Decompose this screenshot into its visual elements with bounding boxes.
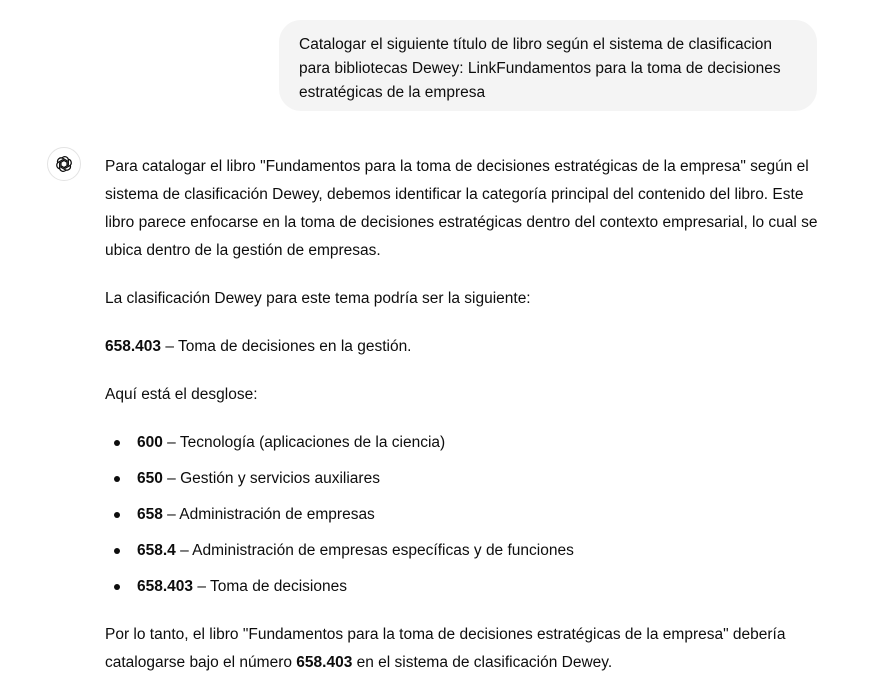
- breakdown-list: [105, 429, 827, 601]
- breakdown-description: – Toma de decisiones: [193, 578, 347, 595]
- breakdown-description: – Administración de empresas: [162, 506, 375, 523]
- list-item: [105, 429, 827, 457]
- breakdown-code: 658.4: [137, 542, 176, 559]
- bullet-icon: [114, 584, 120, 590]
- conclusion-code: 658.403: [296, 654, 353, 671]
- bullet-icon: [114, 440, 120, 446]
- conclusion-text-start: Por lo tanto, el libro "Fundamentos para la toma de decisiones estratégicas de la empresa" debería catalogarse bajo el número: [105, 626, 786, 671]
- conclusion-text-end: en el sistema de clasificación Dewey.: [352, 654, 613, 671]
- list-item: [105, 573, 827, 601]
- user-message-text: Catalogar el siguiente título de libro según el sistema de clasificacion para bibliotecas Dewey: LinkFundamentos para la toma de decisiones estratégicas de la empresa: [299, 36, 781, 101]
- user-message-bubble: [279, 20, 817, 111]
- breakdown-code: 658: [137, 506, 163, 523]
- main-description: – Toma de decisiones en la gestión.: [161, 338, 412, 355]
- breakdown-description: – Gestión y servicios auxiliares: [162, 470, 380, 487]
- assistant-intro-paragraph: Para catalogar el libro "Fundamentos para la toma de decisiones estratégicas de la empresa" según el sistema de clasificación Dewey, debemos identificar la categoría principal del contenido del libro. Este libro parece enfocarse en la toma de decisiones estratégicas dentro del contexto empresarial, lo cual se ubica dentro de la gestión de empresas.: [105, 158, 818, 259]
- breakdown-description: – Administración de empresas específicas y de funciones: [175, 542, 574, 559]
- list-item: [105, 501, 827, 529]
- classification-intro: La clasificación Dewey para este tema podría ser la siguiente:: [105, 290, 531, 307]
- bullet-icon: [114, 476, 120, 482]
- breakdown-description: – Tecnología (aplicaciones de la ciencia): [162, 434, 446, 451]
- breakdown-code: 650: [137, 470, 163, 487]
- main-code: 658.403: [105, 338, 162, 355]
- breakdown-intro: Aquí está el desglose:: [105, 386, 258, 403]
- list-item: [105, 537, 827, 565]
- list-item: [105, 465, 827, 493]
- bullet-icon: [114, 512, 120, 518]
- assistant-avatar: [47, 147, 81, 181]
- assistant-message: [105, 153, 827, 697]
- conclusion-paragraph: [105, 621, 827, 677]
- breakdown-code: 600: [137, 434, 163, 451]
- breakdown-code: 658.403: [137, 578, 194, 595]
- main-classification: [105, 333, 827, 361]
- openai-logo-icon: [54, 154, 74, 174]
- bullet-icon: [114, 548, 120, 554]
